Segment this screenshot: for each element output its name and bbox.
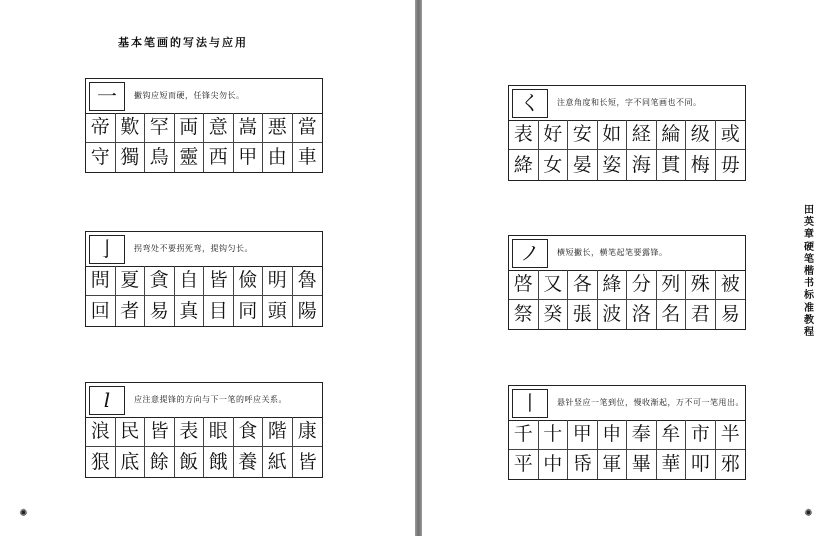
character-cell: 康: [293, 417, 323, 447]
character-cell: 魯: [293, 266, 323, 296]
character-cell: 獨: [116, 143, 146, 173]
character-cell: 洛: [627, 300, 657, 330]
stroke-section: [508, 85, 746, 181]
character-cell: 千: [509, 420, 539, 450]
character-cell: 牟: [657, 420, 687, 450]
stroke-sample: く: [512, 89, 548, 118]
character-cell: 奉: [627, 420, 657, 450]
character-cell: 儉: [234, 266, 264, 296]
character-cell: 畢: [627, 450, 657, 480]
page-ornament-icon: ✺: [19, 508, 28, 519]
stroke-note: 撇钩应短而硬，任锋尖勿长。: [134, 91, 245, 100]
character-cell: 级: [686, 120, 716, 150]
character-cell: 貪: [145, 266, 175, 296]
character-cell: 皆: [204, 266, 234, 296]
character-cell: 易: [145, 296, 175, 326]
stroke-section: [85, 231, 323, 327]
character-cell: 階: [263, 417, 293, 447]
character-cell: 帋: [568, 450, 598, 480]
stroke-note-row: [86, 232, 322, 267]
character-cell: 皆: [145, 417, 175, 447]
character-cell: 養: [234, 447, 264, 477]
stroke-note: 悬针竖应一笔到位，慢收渐起，万不可一笔甩出。: [557, 398, 744, 407]
character-cell: 各: [568, 270, 598, 300]
character-cell: 又: [539, 270, 569, 300]
character-cell: 嵩: [234, 113, 264, 143]
character-cell: 悪: [263, 113, 293, 143]
stroke-sample: 亅: [89, 235, 125, 264]
character-cell: 綘: [598, 270, 628, 300]
character-cell: 張: [568, 300, 598, 330]
character-cell: 市: [686, 420, 716, 450]
stroke-note: 应注意提锋的方向与下一笔的呼应关系。: [134, 395, 287, 404]
character-cell: 罕: [145, 113, 175, 143]
character-cell: 綸: [657, 120, 687, 150]
character-cell: 車: [297, 145, 317, 168]
character-cell: 軍: [598, 450, 628, 480]
character-cell: 者: [116, 296, 146, 326]
stroke-section: [508, 385, 746, 480]
character-cell: 西: [204, 143, 234, 173]
character-cell: 中: [539, 450, 569, 480]
character-cell: 邪: [720, 452, 740, 475]
character-cell: 民: [116, 417, 146, 447]
character-cell: 底: [116, 447, 146, 477]
stroke-note-row: [509, 386, 745, 421]
character-cell: 餓: [204, 447, 234, 477]
character-cell: 経: [627, 120, 657, 150]
character-cell: 君: [686, 300, 716, 330]
character-cell: 餘: [145, 447, 175, 477]
character-cell: 表: [509, 120, 539, 150]
character-cell: 由: [263, 143, 293, 173]
left-page: [0, 0, 415, 536]
character-cell: 眼: [204, 417, 234, 447]
character-cell: 華: [657, 450, 687, 480]
character-grid: [86, 266, 322, 326]
stroke-note-row: [509, 236, 745, 271]
stroke-sample: 一: [89, 82, 125, 111]
character-cell: 問: [86, 266, 116, 296]
character-cell: 自: [175, 266, 205, 296]
character-cell: 守: [86, 143, 116, 173]
stroke-section: [508, 235, 746, 330]
character-cell: 甲: [234, 143, 264, 173]
stroke-note: 拐弯处不要拐死弯，提钩匀长。: [134, 244, 253, 253]
character-cell: 平: [509, 450, 539, 480]
character-cell: 真: [175, 296, 205, 326]
character-cell: 陽: [297, 299, 317, 322]
character-cell: 意: [204, 113, 234, 143]
character-cell: 靈: [175, 143, 205, 173]
character-cell: 浪: [86, 417, 116, 447]
character-cell: 姿: [598, 150, 628, 180]
stroke-sample: l: [89, 386, 125, 415]
character-cell: 分: [627, 270, 657, 300]
character-cell: 癸: [539, 300, 569, 330]
character-cell: 頭: [263, 296, 293, 326]
character-cell: 啓: [509, 270, 539, 300]
character-grid: [509, 420, 745, 479]
right-page: [422, 0, 837, 536]
character-cell: 狠: [86, 447, 116, 477]
character-cell: 明: [263, 266, 293, 296]
character-cell: 申: [598, 420, 628, 450]
character-cell: 當: [293, 113, 323, 143]
character-cell: 食: [234, 417, 264, 447]
stroke-note: 注意角度和长短，字不同笔画也不同。: [557, 98, 702, 107]
character-cell: 鳥: [145, 143, 175, 173]
character-cell: 梅: [686, 150, 716, 180]
book-series-title: 田英章硬笔楷书标准教程: [804, 205, 814, 339]
character-cell: 女: [539, 150, 569, 180]
character-cell: 毋: [720, 153, 740, 176]
character-cell: 晏: [568, 150, 598, 180]
character-cell: 帝: [86, 113, 116, 143]
character-cell: 名: [657, 300, 687, 330]
page-ornament-icon: ✺: [804, 508, 813, 519]
stroke-note-row: [509, 86, 745, 121]
character-cell: 易: [720, 302, 740, 325]
stroke-note: 横短撇长，横笔起笔要露锋。: [557, 248, 668, 257]
character-cell: 安: [568, 120, 598, 150]
character-cell: 殊: [686, 270, 716, 300]
character-grid: [86, 113, 322, 172]
character-cell: 両: [175, 113, 205, 143]
character-grid: [509, 120, 745, 180]
character-cell: 如: [598, 120, 628, 150]
character-cell: 或: [716, 120, 746, 150]
book-spine: [415, 0, 422, 536]
page-title: 基本笔画的写法与应用: [118, 36, 248, 49]
character-cell: 歎: [116, 113, 146, 143]
stroke-note-row: [86, 383, 322, 418]
character-cell: 甲: [568, 420, 598, 450]
character-cell: 夏: [116, 266, 146, 296]
character-cell: 皆: [297, 450, 317, 473]
character-cell: 海: [627, 150, 657, 180]
character-grid: [509, 270, 745, 329]
character-cell: 被: [716, 270, 746, 300]
character-cell: 同: [234, 296, 264, 326]
character-cell: 目: [204, 296, 234, 326]
stroke-sample: 丨: [512, 389, 548, 418]
stroke-section: [85, 382, 323, 478]
character-cell: 波: [598, 300, 628, 330]
stroke-note-row: [86, 79, 322, 114]
character-cell: 飯: [175, 447, 205, 477]
character-cell: 半: [716, 420, 746, 450]
character-cell: 表: [175, 417, 205, 447]
character-cell: 叩: [686, 450, 716, 480]
character-cell: 貫: [657, 150, 687, 180]
character-cell: 紙: [263, 447, 293, 477]
character-cell: 回: [86, 296, 116, 326]
stroke-sample: ノ: [512, 239, 548, 268]
character-grid: [86, 417, 322, 477]
stroke-section: [85, 78, 323, 173]
character-cell: 十: [539, 420, 569, 450]
character-cell: 好: [539, 120, 569, 150]
character-cell: 列: [657, 270, 687, 300]
character-cell: 絳: [509, 150, 539, 180]
character-cell: 祭: [509, 300, 539, 330]
